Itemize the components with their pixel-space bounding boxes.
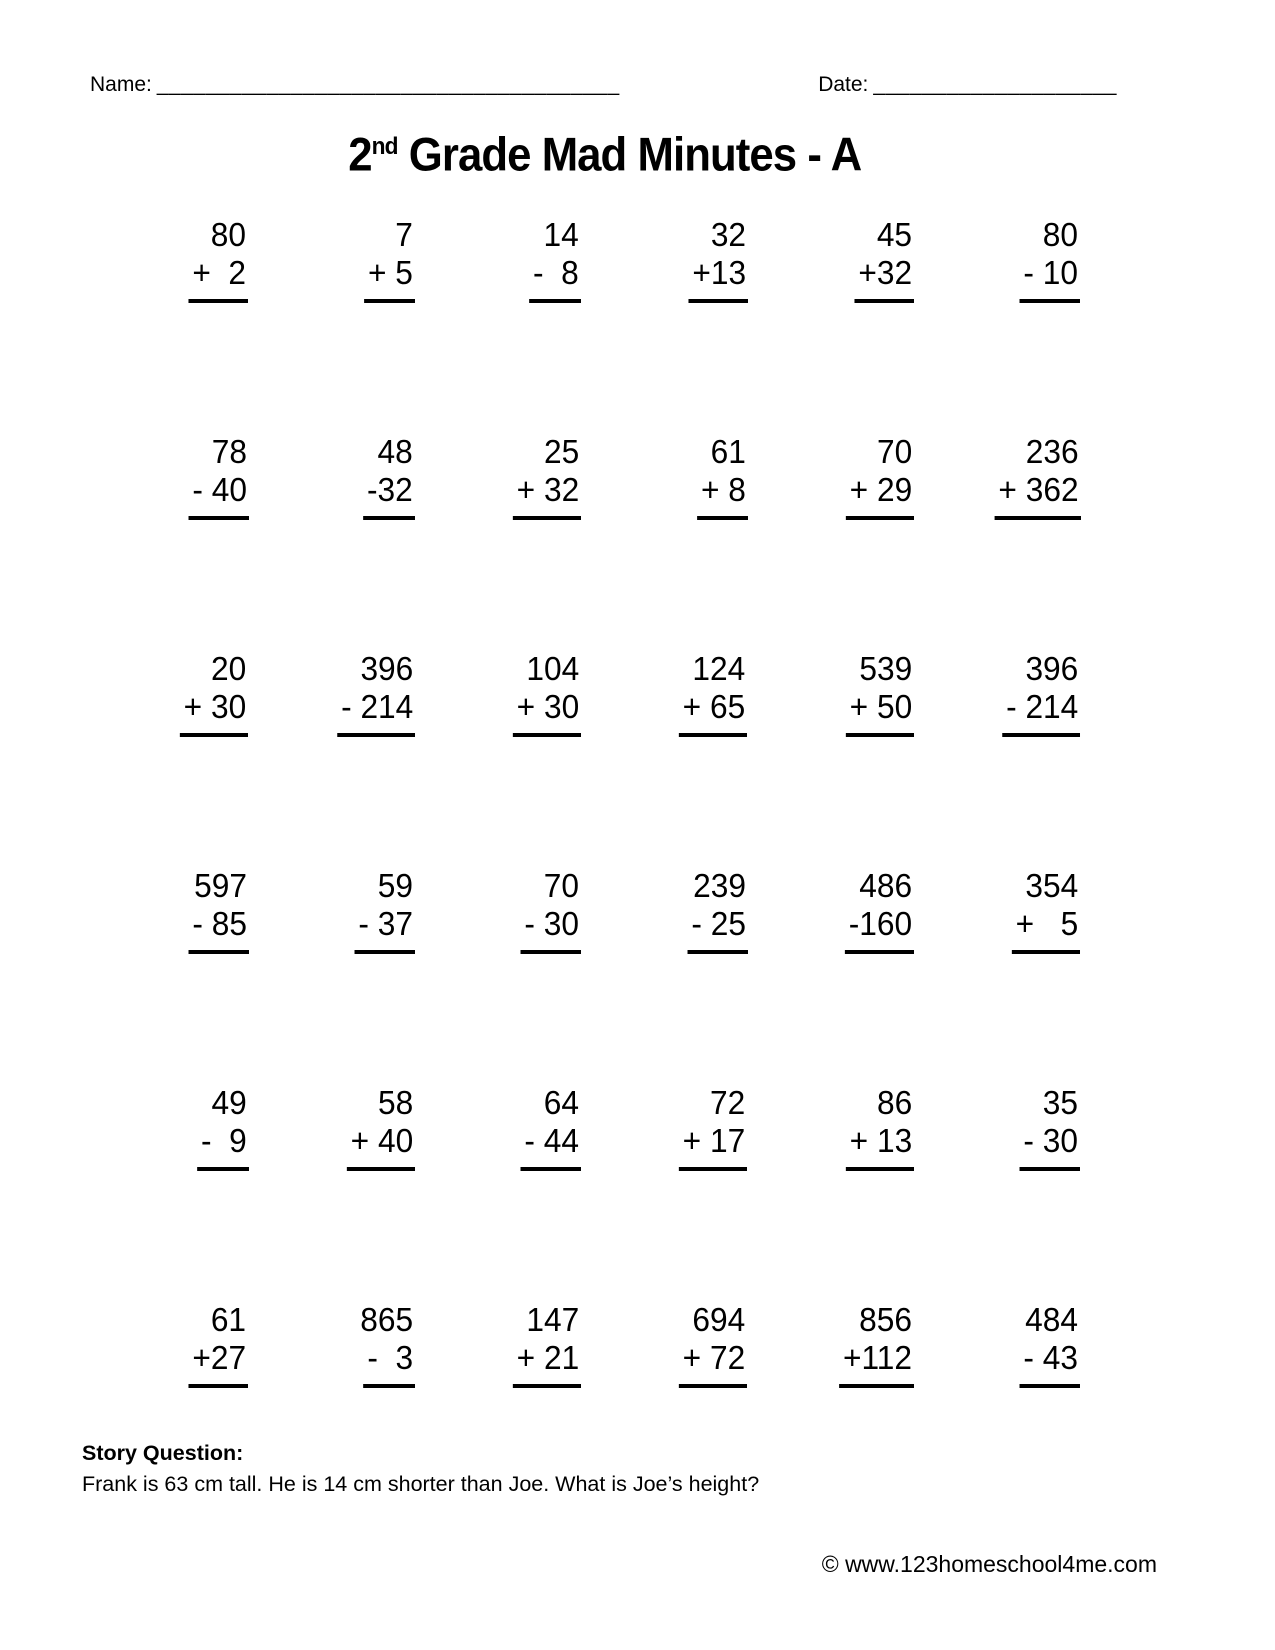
math-problem: [679, 650, 747, 737]
math-problem: [679, 1301, 747, 1388]
math-problem: [188, 433, 248, 520]
problem-bottom-operand: + 362: [994, 471, 1080, 520]
math-problem: [513, 433, 581, 520]
problem-top-operand: 239: [692, 867, 746, 904]
math-problem: [530, 216, 582, 303]
math-problem: [180, 650, 248, 737]
problem-top-operand: 78: [211, 433, 247, 470]
problem-top-operand: 61: [211, 1301, 247, 1338]
problem-top-operand: 124: [692, 650, 746, 687]
title-ordinal-suffix: nd: [371, 133, 398, 160]
math-problem: [521, 1084, 581, 1171]
problems-grid: [82, 216, 1080, 1518]
problem-top-operand: 70: [544, 867, 580, 904]
problem-bottom-operand: + 5: [364, 254, 415, 303]
problem-bottom-operand: - 9: [197, 1122, 249, 1171]
problem-bottom-operand: +112: [839, 1339, 914, 1388]
problem-top-operand: 20: [211, 650, 247, 687]
math-problem: [697, 433, 748, 520]
problem-top-operand: 45: [876, 216, 913, 253]
problem-bottom-operand: - 37: [354, 905, 414, 954]
problem-top-operand: 7: [395, 216, 413, 253]
math-problem: [354, 867, 414, 954]
problem-bottom-operand: + 65: [679, 688, 747, 737]
problem-top-operand: 396: [1025, 650, 1079, 687]
math-problem: [189, 216, 248, 303]
problem-top-operand: 597: [193, 867, 247, 904]
problem-top-operand: 61: [710, 433, 746, 470]
problem-top-operand: 70: [876, 433, 913, 470]
story-question-section: [82, 1438, 759, 1500]
math-problem: [845, 867, 914, 954]
problem-top-operand: 35: [1043, 1084, 1079, 1121]
problem-bottom-operand: + 29: [846, 471, 914, 520]
math-problem: [679, 1084, 747, 1171]
date-field: [818, 72, 1117, 98]
math-problem: [846, 650, 914, 737]
problem-top-operand: 48: [377, 433, 413, 470]
math-problem: [846, 433, 914, 520]
math-problem: [1012, 867, 1080, 954]
math-problem: [513, 650, 581, 737]
problem-bottom-operand: - 85: [188, 905, 248, 954]
math-problem: [846, 1084, 914, 1171]
math-problem: [854, 216, 914, 303]
problem-bottom-operand: -32: [363, 471, 415, 520]
math-problem: [687, 867, 747, 954]
math-problem: [994, 433, 1080, 520]
problem-top-operand: 86: [876, 1084, 913, 1121]
copyright-notice: © www.123homeschool4me.com: [821, 1551, 1157, 1577]
story-question-text: Frank is 63 cm tall. He is 14 cm shorter than Joe. What is Joe’s height?: [82, 1472, 760, 1496]
math-problem: [363, 433, 415, 520]
math-problem: [364, 216, 415, 303]
problem-bottom-operand: - 3: [363, 1339, 415, 1388]
name-field: [90, 72, 620, 98]
math-problem: [688, 216, 748, 303]
problem-bottom-operand: + 32: [513, 471, 581, 520]
problem-top-operand: 856: [859, 1301, 913, 1338]
math-problem: [197, 1084, 249, 1171]
problem-bottom-operand: + 8: [697, 471, 748, 520]
problem-top-operand: 80: [211, 216, 247, 253]
title-number: 2: [348, 127, 372, 181]
problem-bottom-operand: - 44: [521, 1122, 581, 1171]
problem-bottom-operand: + 30: [513, 688, 581, 737]
problem-top-operand: 64: [544, 1084, 580, 1121]
problem-bottom-operand: -160: [845, 905, 914, 954]
math-problem: [1020, 1084, 1080, 1171]
problem-bottom-operand: + 13: [846, 1122, 914, 1171]
problem-bottom-operand: - 214: [337, 688, 415, 737]
math-problem: [839, 1301, 914, 1388]
problem-bottom-operand: + 17: [679, 1122, 747, 1171]
problem-bottom-operand: + 21: [513, 1339, 581, 1388]
problem-bottom-operand: - 43: [1020, 1339, 1080, 1388]
problem-bottom-operand: - 10: [1020, 254, 1080, 303]
problem-bottom-operand: - 214: [1002, 688, 1080, 737]
header: [90, 72, 1117, 98]
problem-top-operand: 80: [1043, 216, 1079, 253]
problem-bottom-operand: - 40: [188, 471, 248, 520]
worksheet-title: [349, 120, 862, 182]
problem-bottom-operand: - 25: [687, 905, 747, 954]
name-blank-line: ______________________________________: [156, 73, 620, 96]
problem-top-operand: 49: [211, 1084, 247, 1121]
problem-top-operand: 25: [544, 433, 580, 470]
problem-top-operand: 14: [544, 216, 580, 253]
math-problem: [1020, 1301, 1080, 1388]
problem-top-operand: 32: [710, 216, 746, 253]
title-wrap: [0, 120, 1210, 182]
math-problem: [1002, 650, 1080, 737]
math-problem: [1020, 216, 1080, 303]
problem-top-operand: 58: [377, 1084, 413, 1121]
problem-bottom-operand: + 30: [180, 688, 248, 737]
date-label: Date:: [818, 73, 869, 96]
problem-top-operand: 236: [1025, 433, 1079, 470]
problem-bottom-operand: +13: [688, 254, 748, 303]
problem-top-operand: 59: [377, 867, 413, 904]
math-problem: [346, 1084, 414, 1171]
math-problem: [513, 1301, 581, 1388]
problem-top-operand: 486: [859, 867, 913, 904]
problem-top-operand: 484: [1025, 1301, 1079, 1338]
title-text: Grade Mad Minutes - A: [397, 127, 862, 181]
problem-top-operand: 104: [526, 650, 580, 687]
problem-bottom-operand: - 8: [530, 254, 582, 303]
problem-bottom-operand: - 30: [521, 905, 581, 954]
problem-bottom-operand: + 72: [679, 1339, 747, 1388]
problem-top-operand: 147: [526, 1301, 580, 1338]
problem-bottom-operand: + 5: [1012, 905, 1080, 954]
problem-top-operand: 865: [360, 1301, 413, 1338]
problem-top-operand: 694: [692, 1301, 746, 1338]
problem-bottom-operand: + 50: [846, 688, 914, 737]
problem-bottom-operand: - 30: [1020, 1122, 1080, 1171]
problem-bottom-operand: +32: [854, 254, 914, 303]
math-problem: [337, 650, 415, 737]
problem-top-operand: 72: [710, 1084, 746, 1121]
problem-bottom-operand: + 2: [189, 254, 248, 303]
problem-top-operand: 539: [859, 650, 913, 687]
math-problem: [360, 1301, 415, 1388]
problem-bottom-operand: +27: [189, 1339, 249, 1388]
problem-top-operand: 354: [1025, 867, 1079, 904]
problem-bottom-operand: + 40: [346, 1122, 414, 1171]
name-label: Name:: [90, 73, 152, 96]
date-blank-line: ____________________: [873, 73, 1117, 96]
story-question-label: Story Question:: [82, 1441, 244, 1465]
problem-top-operand: 396: [360, 650, 413, 687]
math-problem: [521, 867, 581, 954]
math-problem: [189, 1301, 249, 1388]
math-problem: [188, 867, 248, 954]
